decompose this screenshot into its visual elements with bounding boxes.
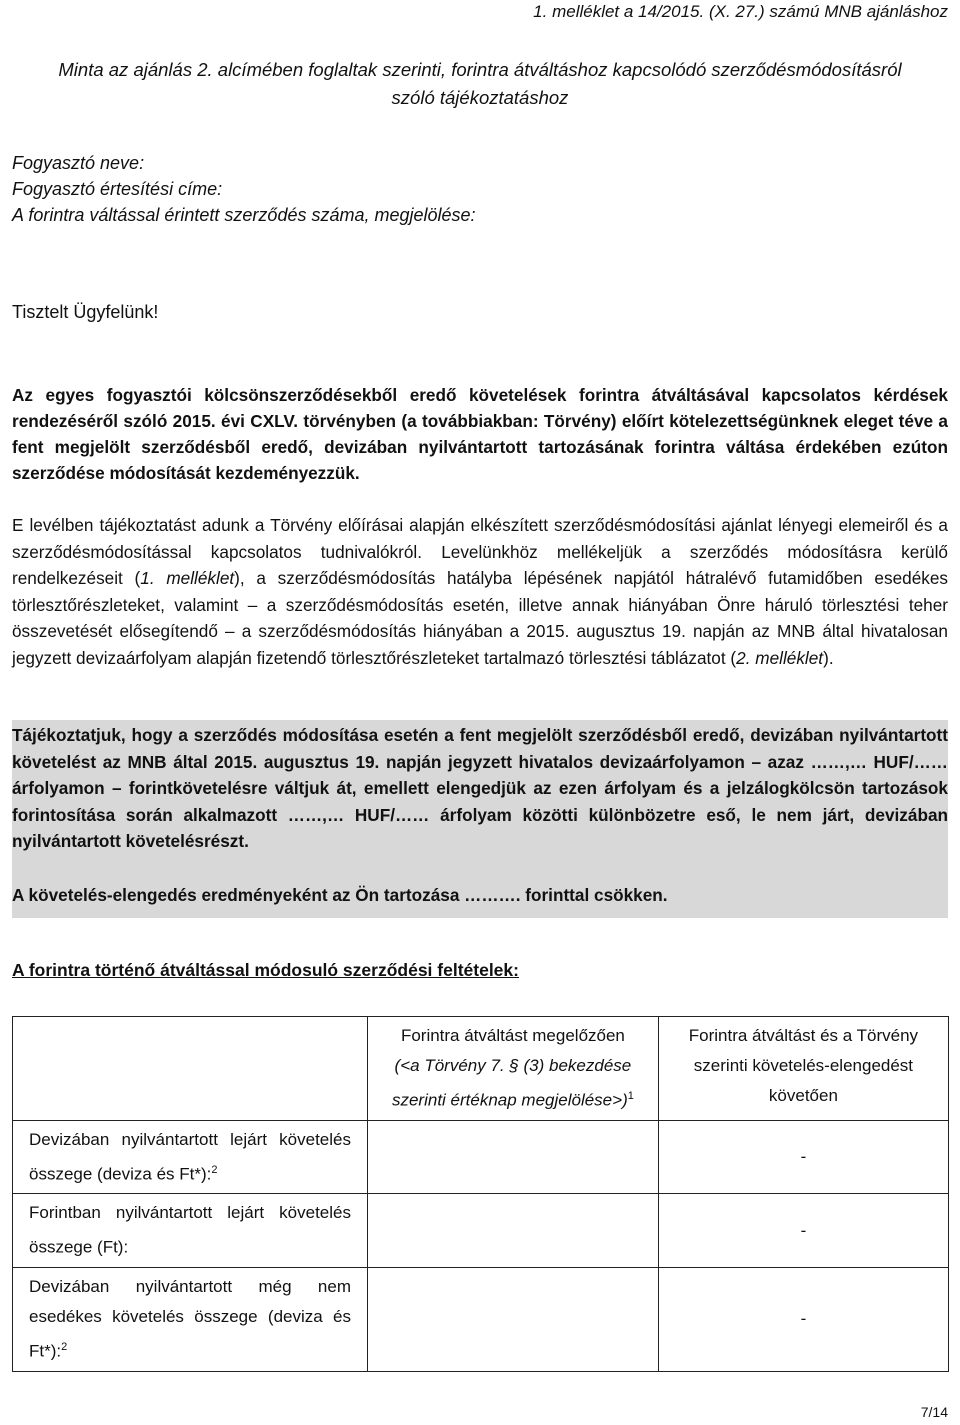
row-label [13, 1267, 368, 1371]
row-label [13, 1120, 368, 1194]
row-label-text: Devizában nyilvántartott lejárt követelés összege (deviza és Ft*): [29, 1129, 351, 1184]
row-after-value: - [658, 1120, 948, 1194]
info-text-e: ). [823, 647, 834, 668]
table-header-row [13, 1017, 949, 1121]
debt-reduction-paragraph: A követelés-elengedés eredményeként az Ön tartozása ………. forinttal csökken. [12, 885, 668, 905]
title-line-2: szóló tájékoztatáshoz [391, 87, 569, 108]
intro-paragraph: Az egyes fogyasztói kölcsönszerződésekből eredő követelések forintra átváltásával kapcsolatos kérdések rendezéséről szóló 2015. évi CXLV. törvényben (a továbbiakban: Törvény) előírt kötelezettségünknek eleget téve a fent megjelölt szerződésből eredő, devizában nyilvántartott tartozásának forintra váltása érdekében ezúton szerződése módosítását kezdeményezzük. [12, 385, 948, 483]
footnote-mark: 2 [211, 1163, 218, 1176]
info-paragraph [12, 512, 948, 671]
annex-2-ref: 2. melléklet [736, 647, 824, 668]
page-header: 1. melléklet a 14/2015. (X. 27.) számú MNB ajánláshoz [533, 2, 948, 21]
table-header-before [368, 1017, 659, 1121]
row-label-text: Devizában nyilvántartott még nem esedékes követelés összege (deviza és Ft*): [29, 1276, 351, 1361]
footnote-mark: 2 [61, 1340, 68, 1353]
table-header-after: Forintra átváltást és a Törvény szerinti követelés-elengedést követően [658, 1017, 948, 1121]
info-text-c: ), a szerződésmódosítás hatályba lépésének napjától hátralévő futamidőben esedékes törlesztőrészleteket, valamint – a szerződésmódosítás esetén, illetve annak hiányában Önre háruló törlesztési teher összevetését elősegítendő – a szerződésmódosítás hiányában a 2015. augusztus 19. napján az MNB által hivatalosan jegyzett devizaárfolyam alapján fizetendő törlesztőrészleteket tartalmazó törlesztési táblázatot ( [12, 568, 949, 668]
contract-number-label: A forintra váltással érintett szerződés száma, megjelölése: [12, 205, 476, 225]
consumer-address-label: Fogyasztó értesítési címe: [12, 179, 223, 199]
consumer-fields [12, 150, 476, 228]
row-label [13, 1194, 368, 1268]
row-after-value: - [658, 1267, 948, 1371]
info-text-a: E levélben tájékoztatást adunk a Törvény előírásai alapján elkészített szerződésmódosítási ajánlat lényegi elemeiről és a szerződésmódosítással kapcsolatos tudnivalókról. Levelünkhöz mellékeljük a szerződés módosításra kerülő rendelkezéseit ( [12, 515, 948, 588]
table-row [13, 1194, 949, 1268]
annex-1-ref: 1. melléklet [140, 568, 235, 588]
table-row [13, 1120, 949, 1194]
greeting: Tisztelt Ügyfelünk! [12, 302, 159, 322]
row-after-value: - [658, 1194, 948, 1268]
section-title: A forintra történő átváltással módosuló szerződési feltételek: [12, 960, 519, 980]
conditions-table [12, 1016, 949, 1372]
page-number: 7/14 [920, 1404, 948, 1420]
document-title [12, 56, 948, 112]
table-header-empty [13, 1017, 368, 1121]
table-row [13, 1267, 949, 1371]
row-before-value [368, 1267, 659, 1371]
row-before-value [368, 1120, 659, 1194]
before-subheading: (<a Törvény 7. § (3) bekezdése szerinti értéknap megjelölése>) [391, 1056, 632, 1110]
exchange-rate-paragraph: Tájékoztatjuk, hogy a szerződés módosítása esetén a fent megjelölt szerződésből eredő, devizában nyilvántartott követelést az MNB által 2015. augusztus 19. napján jegyzett hivatalos devizaárfolyamon – azaz ……,… HUF/…… árfolyamon – forintkövetelésre váltjuk át, emellett elengedjük az ezen árfolyam és a jelzálogkölcsön tartozások forintosítása során alkalmazott ……,… HUF/…… árfolyam közötti különbözetre eső, le nem járt, devizában nyilvántartott követelésrészt. [12, 725, 948, 851]
footnote-1-mark: 1 [627, 1090, 634, 1102]
row-label-text: Forintban nyilvántartott lejárt követelés összege (Ft): [29, 1203, 351, 1257]
consumer-name-label: Fogyasztó neve: [12, 153, 145, 173]
before-heading: Forintra átváltást megelőzően [400, 1026, 625, 1045]
title-line-1: Minta az ajánlás 2. alcímében foglaltak szerinti, forintra átváltáshoz kapcsolódó szerződésmódosításról [58, 59, 902, 80]
row-before-value [368, 1194, 659, 1268]
